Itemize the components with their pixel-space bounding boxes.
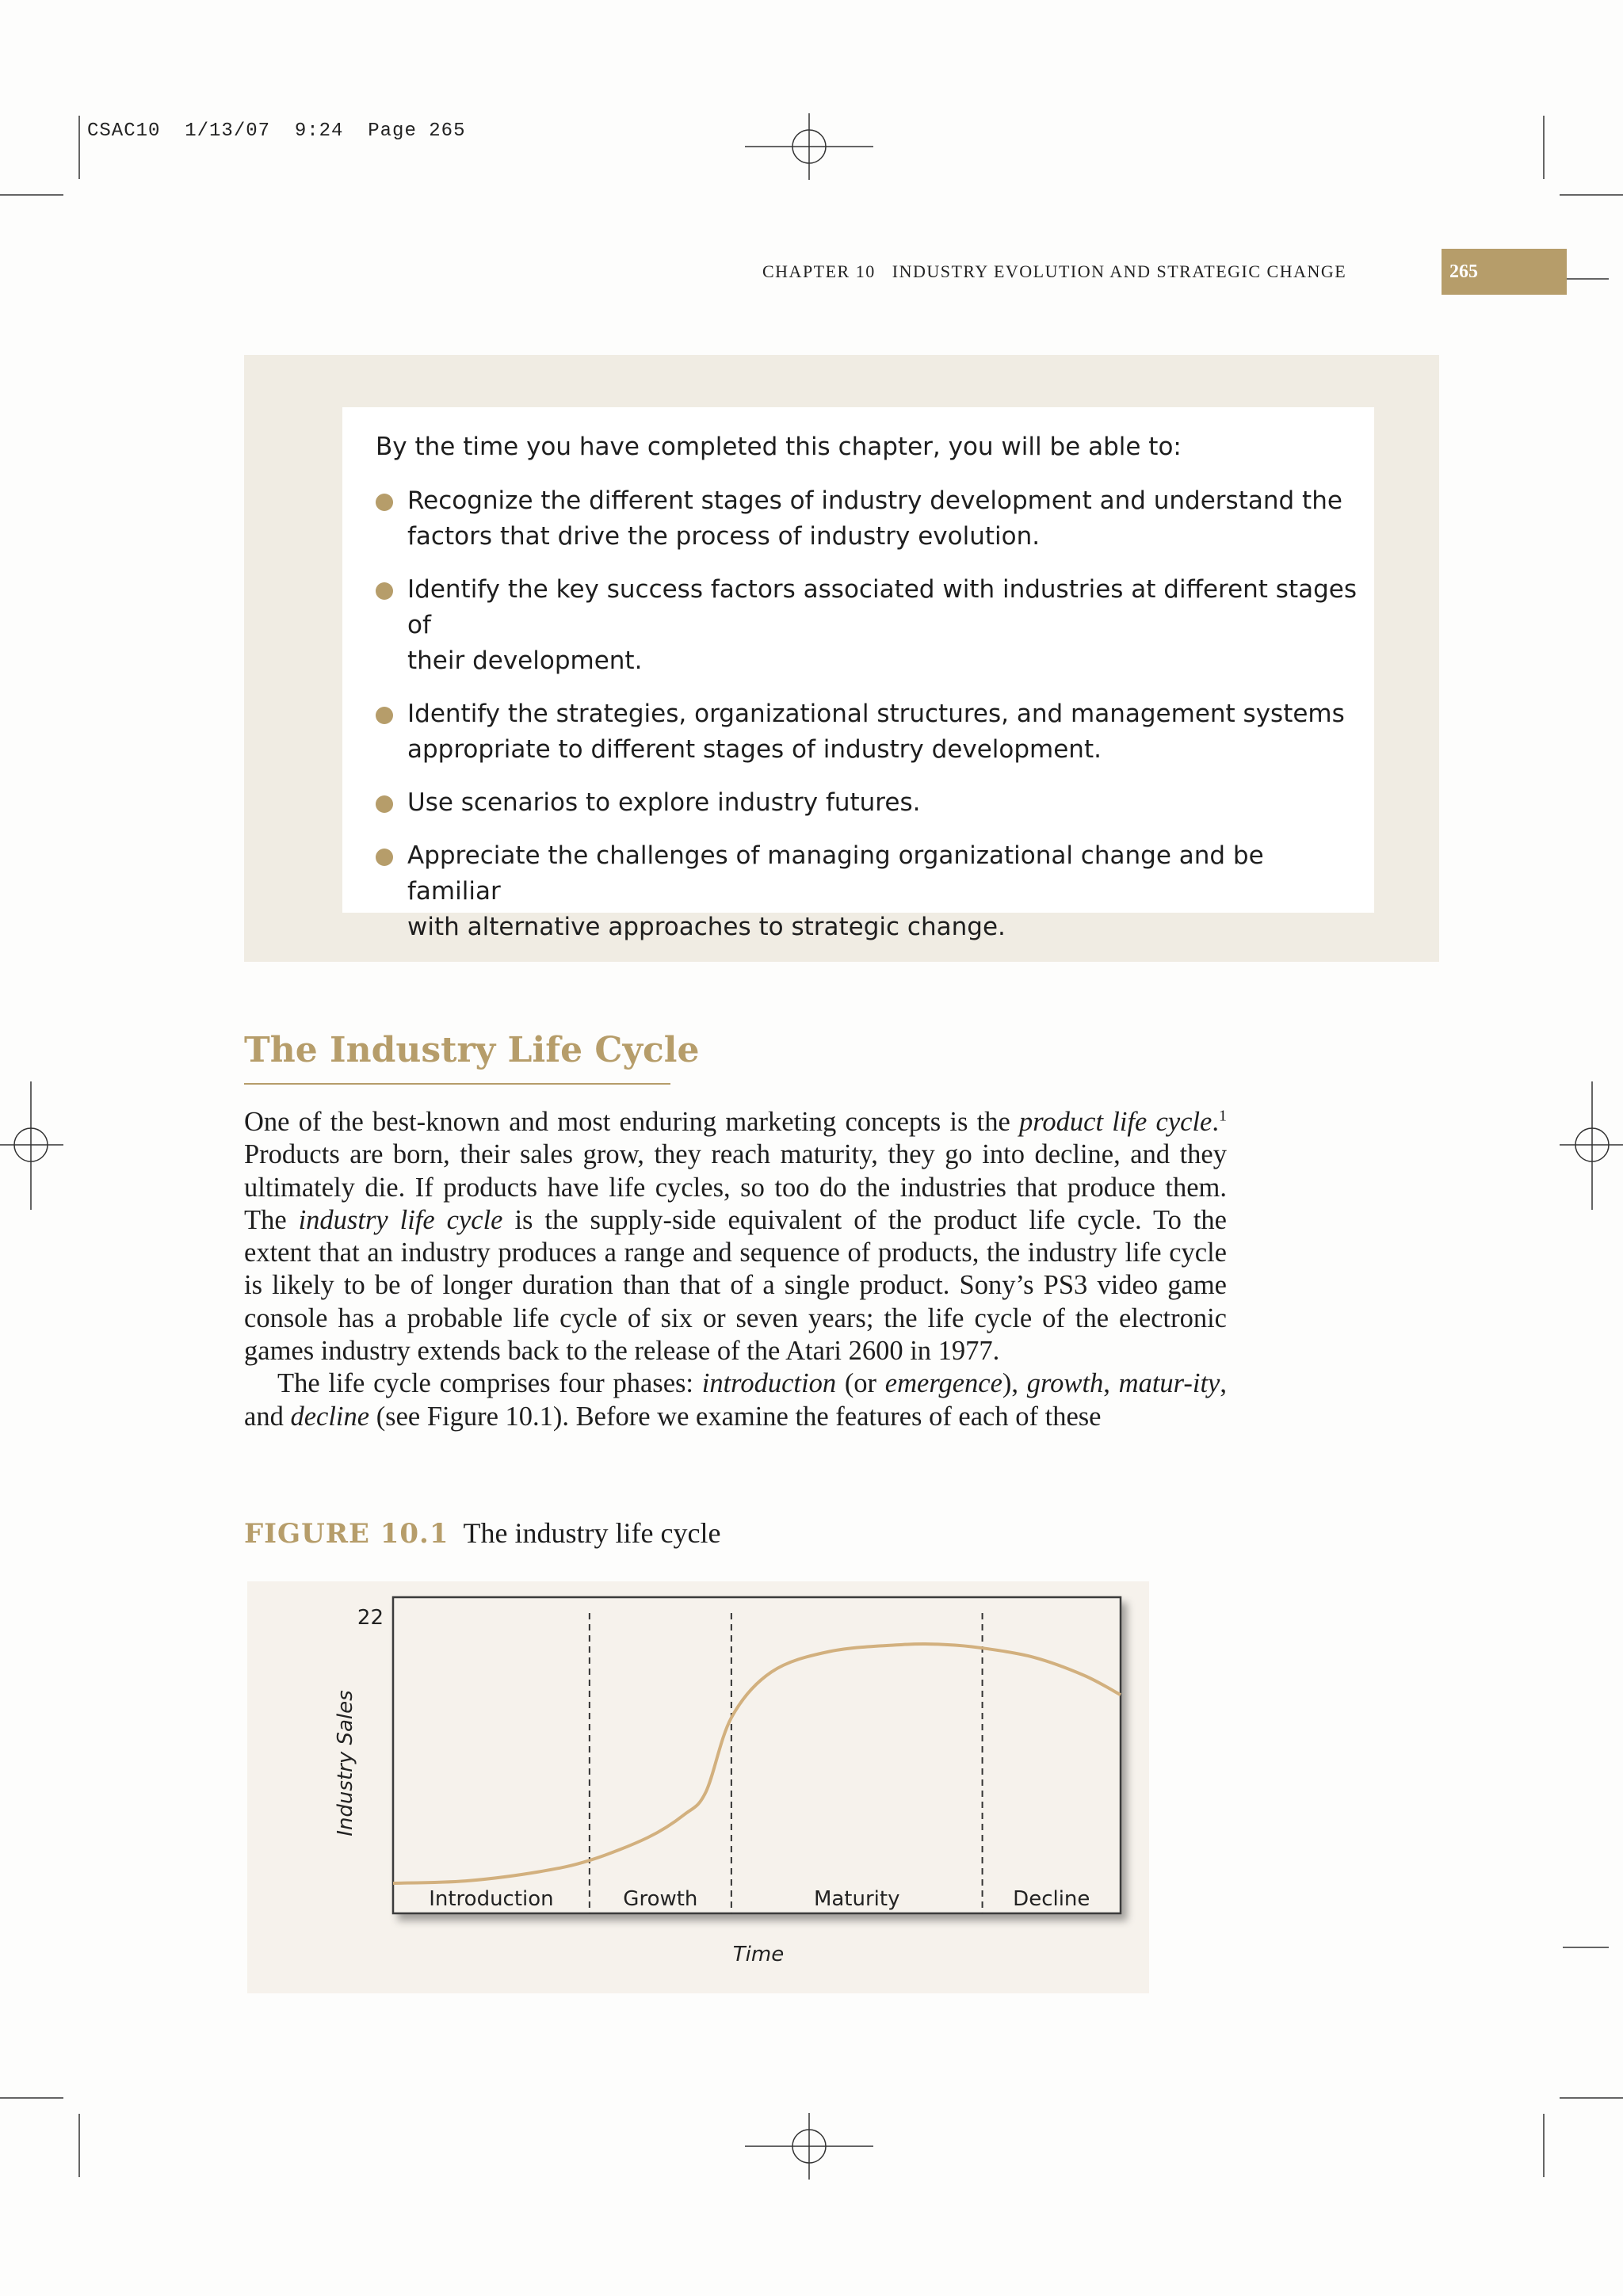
phase-label-growth: Growth (623, 1887, 698, 1911)
objectives-intro: By the time you have completed this chapter, you will be able to: (376, 433, 1182, 461)
phase-label-introduction: Introduction (429, 1887, 554, 1911)
print-slug: CSAC10 1/13/07 9:24 Page 265 (87, 120, 466, 142)
chapter-label: CHAPTER 10 (762, 261, 876, 281)
footnote-ref[interactable]: 1 (1219, 1107, 1227, 1125)
objective-item: Use scenarios to explore industry futures. (376, 785, 1358, 821)
paragraph: The life cycle comprises four phases: introduction (or emergence), growth, matur-ity, and decline (see Figure 10.1). Before we examine the features of each of these (244, 1368, 1227, 1432)
paragraph: One of the best-known and most enduring marketing concepts is the product life cycle.$^1$ Products are born, their sales grow, they reach maturity, they go into decline, and they ultimately die. If products have life cycles, so too do the industries that produce them. The industry life cycle is the supply-side equivalent of the product life cycle. To the extent that an industry produces a range and sequence of products, the industry life cycle is likely to be of longer duration than that of a single product. Sony’s PS3 video game console has a probable life cycle of six or seven years; the life cycle of the electronic games industry extends back to the release of the Atari 2600 in 1977. (244, 1107, 1227, 1367)
objective-item: Recognize the different stages of industry development and understand the factors that drive the process of industry evolution. (376, 483, 1358, 555)
chapter-title: INDUSTRY EVOLUTION AND STRATEGIC CHANGE (892, 261, 1347, 281)
y-axis-label: Industry Sales (334, 1690, 357, 1836)
objective-item: Appreciate the challenges of managing organizational change and be familiar with alternative approaches to strategic change. (376, 838, 1358, 945)
page-number: 265 (1449, 261, 1478, 282)
figure-title: The industry life cycle (463, 1517, 721, 1549)
plot-frame (393, 1597, 1121, 1913)
phase-label-maturity: Maturity (813, 1887, 900, 1911)
objective-item: Identify the key success factors associated with industries at different stages of their development. (376, 572, 1358, 679)
term-product-life-cycle: product life cycle (1018, 1107, 1212, 1137)
figure-label: FIGURE 10.1 (244, 1518, 449, 1550)
x-axis-label: Time (732, 1943, 785, 1966)
term-industry-life-cycle: industry life cycle (298, 1204, 503, 1235)
y-tick-label: 22 (357, 1606, 384, 1630)
objective-item: Identify the strategies, organizational structures, and management systems appropriate to different stages of industry development. (376, 696, 1358, 768)
phase-label-decline: Decline (1013, 1887, 1090, 1911)
section-title: The Industry Life Cycle (244, 1030, 700, 1070)
